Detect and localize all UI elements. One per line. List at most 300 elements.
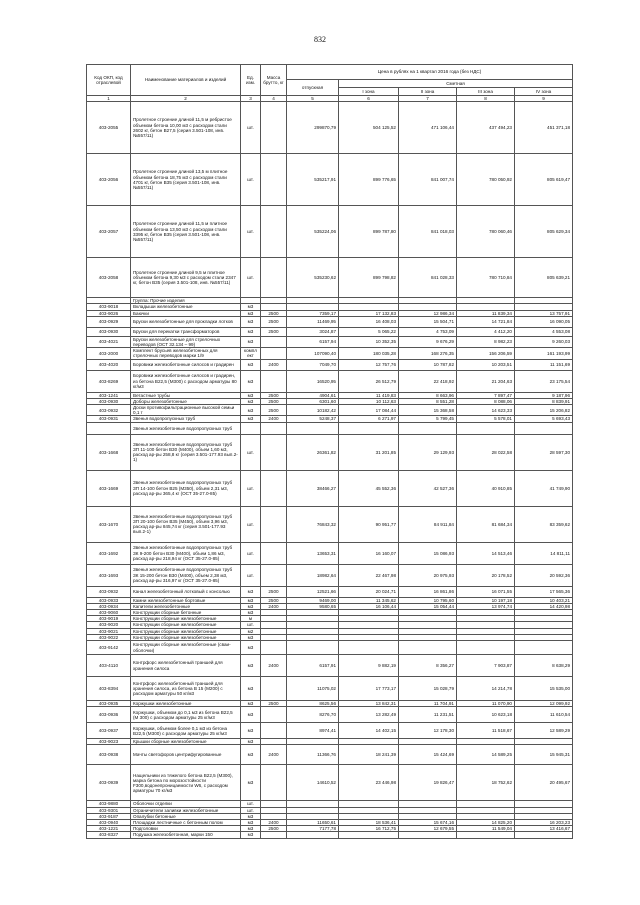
cell-unit: м2 <box>241 628 261 634</box>
cell-code: 403-1670 <box>87 506 131 542</box>
cell-unit: м <box>241 616 261 622</box>
cell-unit: м3 <box>241 820 261 826</box>
cell-release <box>287 832 339 838</box>
cell-name: Ограничители заливки железобетонные <box>131 807 241 813</box>
cell-code: 403-0936 <box>87 707 131 723</box>
cell-zone-2: 10 795,60 <box>399 597 457 603</box>
cell-code: 403-2056 <box>87 154 131 206</box>
cell-code: 403-9142 <box>87 641 131 655</box>
cell-unit: шт. <box>241 154 261 206</box>
cell-zone-4: 161 193,99 <box>515 348 573 359</box>
cell-mass: 2400 <box>261 745 287 765</box>
cell-zone-1: 10 112,63 <box>339 398 399 404</box>
cell-zone-1: 899 776,65 <box>339 154 399 206</box>
cell-mass: 2400 <box>261 603 287 609</box>
cell-zone-3: 18 752,62 <box>457 765 515 801</box>
cell-zone-1: 90 951,77 <box>339 506 399 542</box>
cell-zone-2: 9 676,29 <box>399 336 457 347</box>
table-row <box>87 832 573 838</box>
cell-name: Коржушки, объемом более 0,1 м3 из бетона В22,5 (М300) с расходом арматуры 25 кг/м3 <box>131 723 241 739</box>
cell-zone-4: 15 945,31 <box>515 745 573 765</box>
cell-zone-2: 20 975,93 <box>399 564 457 586</box>
page-number: 832 <box>314 35 326 44</box>
cell-zone-4: 23 175,54 <box>515 370 573 392</box>
cell-zone-2: 16 861,86 <box>399 586 457 597</box>
cell-unit: м3 <box>241 336 261 347</box>
cell-name: Опалубки бетонные <box>131 813 241 819</box>
cell-code: 403-0934 <box>87 603 131 609</box>
cell-name: Звенья водопропускных труб <box>131 416 241 422</box>
cell-release: 10182,42 <box>287 405 339 416</box>
cell-zone-4: 28 597,30 <box>515 434 573 470</box>
cell-zone-4: 14 420,98 <box>515 603 573 609</box>
cell-code: 403-4020 <box>87 359 131 370</box>
cell-release: 11650,61 <box>287 820 339 826</box>
cell-zone-3: 780 710,84 <box>457 258 515 298</box>
table-row <box>87 542 573 564</box>
cell-name: Коржушки железобетонные <box>131 701 241 707</box>
cell-code: 403-0940 <box>87 820 131 826</box>
cell-code: 403-8327 <box>87 832 131 838</box>
cell-zone-4 <box>515 422 573 434</box>
table-row <box>87 745 573 765</box>
cell-unit: м3 <box>241 634 261 640</box>
cell-unit: м3 <box>241 813 261 819</box>
cell-name: Комплект брусьев железобетонных для стрелочных переводов марки 1/9 <box>131 348 241 359</box>
cell-code: 403-0933 <box>87 597 131 603</box>
cell-code: 403-0931 <box>87 416 131 422</box>
cell-zone-3: 8 982,23 <box>457 336 515 347</box>
cell-mass: 2500 <box>261 597 287 603</box>
cell-zone-2: 11 231,51 <box>399 707 457 723</box>
cell-release: 76843,32 <box>287 506 339 542</box>
cell-unit: шт. <box>241 564 261 586</box>
cell-unit: м3 <box>241 723 261 739</box>
cell-zone-4: 12 589,29 <box>515 723 573 739</box>
cell-zone-3: 14 589,25 <box>457 745 515 765</box>
cell-zone-1: 10 352,35 <box>339 336 399 347</box>
cell-zone-3: 14 214,78 <box>457 677 515 701</box>
cell-name: Звенья железобетонные водопропускных труб ЗК 15-200 бетон В30 (М400), объем 2,38 м3, расход ар-ры 316,97 кг (ОСТ 35-27.0-85) <box>131 564 241 586</box>
cell-zone-1: 11 419,83 <box>339 392 399 398</box>
cell-zone-4 <box>515 832 573 838</box>
cell-mass <box>261 258 287 298</box>
cell-release: 8625,56 <box>287 701 339 707</box>
table-row <box>87 603 573 609</box>
cell-zone-2: 15 424,69 <box>399 745 457 765</box>
cell-zone-2: 841 007,74 <box>399 154 457 206</box>
cell-zone-2: 5 799,45 <box>399 416 457 422</box>
table-row <box>87 392 573 398</box>
cell-zone-3: 14 721,84 <box>457 316 515 327</box>
cell-release: 11366,76 <box>287 745 339 765</box>
cell-zone-4: 8 839,91 <box>515 398 573 404</box>
cell-release: 11469,95 <box>287 316 339 327</box>
cell-unit: м3 <box>241 359 261 370</box>
cell-release: 11075,02 <box>287 677 339 701</box>
cell-zone-3: 40 910,85 <box>457 470 515 506</box>
cell-code: 403-0930 <box>87 327 131 336</box>
cell-release: 9469,00 <box>287 597 339 603</box>
cell-unit: м3 <box>241 316 261 327</box>
cell-zone-2: 841 028,33 <box>399 258 457 298</box>
table-row <box>87 506 573 542</box>
cell-mass: 2400 <box>261 820 287 826</box>
cell-zone-1: 899 787,80 <box>339 206 399 258</box>
header-estimate: Сметная <box>339 80 573 88</box>
cell-release <box>287 641 339 655</box>
cell-unit: м3 <box>241 327 261 336</box>
cell-zone-4: 41 749,90 <box>515 470 573 506</box>
cell-zone-4: 11 151,69 <box>515 359 573 370</box>
cell-unit: м3 <box>241 416 261 422</box>
table-row <box>87 398 573 404</box>
table-row <box>87 701 573 707</box>
cell-name: Звенья железобетонные водопропускных труб ЗП 11-100 бетон В30 (М400), объем 1,60 м3, расход ар-ры 258,8 кг (серия 3.501-177.93 вып.2-1) <box>131 434 241 470</box>
cell-name: Звенья железобетонные водопропускных труб ЗП 14-100 бетон В25 (М350), объем 2,31 м3, расход ар-ры 365,4 кг (ОСТ 35-27.0-85) <box>131 470 241 506</box>
cell-code: 403-9880 <box>87 801 131 807</box>
cell-code: 403-0930 <box>87 398 131 404</box>
cell-zone-4: 451 371,18 <box>515 102 573 154</box>
cell-unit: шт. <box>241 801 261 807</box>
cell-name: Пролетное строение длиной 11,5 м ребристое объемом бетона 10,00 м3 с расходом стали 2602 кг, бетон В27,5 (серия 3.501-108, инв. №557/11) <box>131 102 241 154</box>
cell-zone-3: 11 070,90 <box>457 701 515 707</box>
cell-zone-4: 14 811,11 <box>515 542 573 564</box>
cell-zone-1: 6 271,97 <box>339 416 399 422</box>
cell-name: Контрфорс железобетонный траншей для хранения силоса, из бетона В 15 (М200) с расходом арматуры 50 кг/м3 <box>131 677 241 701</box>
cell-name: Подголовки <box>131 826 241 832</box>
cell-unit: м3 <box>241 826 261 832</box>
cell-code: 403-0932 <box>87 405 131 416</box>
cell-zone-1: 31 201,85 <box>339 434 399 470</box>
table-row <box>87 316 573 327</box>
table-row <box>87 641 573 655</box>
cell-mass <box>261 336 287 347</box>
cell-name: Конструкции сборные железобетонные <box>131 616 241 622</box>
cell-code: 403-9019 <box>87 616 131 622</box>
cell-zone-4: 805 619,47 <box>515 154 573 206</box>
cell-code: 403-1692 <box>87 542 131 564</box>
cell-release: 6157,94 <box>287 336 339 347</box>
cell-mass: 2400 <box>261 416 287 422</box>
cell-release: 4904,61 <box>287 392 339 398</box>
cell-release: 6157,91 <box>287 655 339 677</box>
cell-zone-4: 11 610,54 <box>515 707 573 723</box>
cell-zone-2: 15 504,71 <box>399 316 457 327</box>
cell-unit: м3 <box>241 707 261 723</box>
cell-code: 403-0929 <box>87 316 131 327</box>
cell-release: 6301,60 <box>287 398 339 404</box>
cell-mass: 2500 <box>261 701 287 707</box>
cell-zone-2: 168 276,35 <box>399 348 457 359</box>
cell-unit: м3 <box>241 610 261 616</box>
cell-name: Пролетное строение длиной 9,5 м плитное объемом бетона 9,30 м3 с расходом стали 2347 кг, бетон В35 (серия 3.501-108, инв. №557/11) <box>131 258 241 298</box>
cell-release: 535217,91 <box>287 154 339 206</box>
cell-zone-1: 17 132,83 <box>339 310 399 316</box>
table-row <box>87 655 573 677</box>
cell-zone-1 <box>339 832 399 838</box>
cell-unit: м3 <box>241 586 261 597</box>
cell-mass <box>261 422 287 434</box>
cell-mass <box>261 707 287 723</box>
cell-zone-1: 504 125,52 <box>339 102 399 154</box>
cell-zone-1: 18 536,41 <box>339 820 399 826</box>
table-row <box>87 359 573 370</box>
cell-name: Площадки лестничные с бетонным полом <box>131 820 241 826</box>
cell-name: Бруски для перекатки трансформаторов <box>131 327 241 336</box>
cell-unit: м3 <box>241 832 261 838</box>
cell-name: Камни железобетонные бортовые <box>131 597 241 603</box>
cell-code: 403-9187 <box>87 813 131 819</box>
cell-code <box>87 422 131 434</box>
cell-mass: 2500 <box>261 826 287 832</box>
cell-unit: шт. <box>241 102 261 154</box>
cell-code: 403-0932 <box>87 586 131 597</box>
cell-zone-1: 17 084,44 <box>339 405 399 416</box>
cell-mass <box>261 564 287 586</box>
cell-zone-2: 12 178,30 <box>399 723 457 739</box>
cell-zone-3: 11 518,67 <box>457 723 515 739</box>
cell-mass <box>261 206 287 258</box>
cell-zone-2: 15 028,79 <box>399 677 457 701</box>
cell-release: 8276,70 <box>287 707 339 723</box>
cell-zone-3: 28 022,58 <box>457 434 515 470</box>
cell-zone-2: 22 418,92 <box>399 370 457 392</box>
table-body <box>87 102 573 838</box>
col-number: 6 <box>339 96 399 102</box>
cell-zone-3: 780 050,92 <box>457 154 515 206</box>
table-row <box>87 677 573 701</box>
cell-zone-4: 17 565,36 <box>515 586 573 597</box>
cell-mass: 2500 <box>261 316 287 327</box>
cell-release: 12521,66 <box>287 586 339 597</box>
price-table <box>86 64 573 839</box>
cell-name: Конструкции сборные бетонные <box>131 610 241 616</box>
cell-zone-3: 81 684,34 <box>457 506 515 542</box>
cell-code: 403-0939 <box>87 765 131 801</box>
cell-unit: шт. <box>241 807 261 813</box>
cell-release: 38466,27 <box>287 470 339 506</box>
table-row <box>87 102 573 154</box>
cell-release: 535230,62 <box>287 258 339 298</box>
cell-name: Звенья железобетонные водопропускных труб ЗП 20-100 бетон В35 (М450), объем 3,96 м3, расход ар-ры 845,74 кг (серия 3.501-177.93 вып.2-1) <box>131 506 241 542</box>
cell-zone-1: 13 842,31 <box>339 701 399 707</box>
cell-mass <box>261 102 287 154</box>
cell-mass: 2500 <box>261 586 287 597</box>
cell-code: 403-8269 <box>87 370 131 392</box>
cell-mass: 2500 <box>261 405 287 416</box>
cell-name: Оболочки отделки <box>131 801 241 807</box>
cell-name: Конструкции сборные железобетонные <box>131 628 241 634</box>
cell-zone-4: 5 693,43 <box>515 416 573 422</box>
table-row <box>87 258 573 298</box>
cell-zone-2: 11 704,91 <box>399 701 457 707</box>
cell-release: 3024,87 <box>287 327 339 336</box>
cell-zone-2: 841 018,03 <box>399 206 457 258</box>
cell-zone-3: 780 060,46 <box>457 206 515 258</box>
cell-zone-3: 156 206,59 <box>457 348 515 359</box>
cell-code: 403-9301 <box>87 807 131 813</box>
cell-unit: м3 <box>241 398 261 404</box>
cell-zone-3: 5 578,01 <box>457 416 515 422</box>
cell-zone-2: 8 551,28 <box>399 398 457 404</box>
cell-zone-2: 15 368,58 <box>399 405 457 416</box>
table-row <box>87 707 573 723</box>
cell-zone-4 <box>515 641 573 655</box>
table-row <box>87 564 573 586</box>
cell-zone-3 <box>457 832 515 838</box>
cell-unit: м3 <box>241 603 261 609</box>
cell-zone-1: 14 402,15 <box>339 723 399 739</box>
table-row <box>87 597 573 603</box>
cell-code: 403-1693 <box>87 564 131 586</box>
cell-zone-3: 16 071,55 <box>457 586 515 597</box>
cell-release: 7049,70 <box>287 359 339 370</box>
cell-zone-4: 15 535,00 <box>515 677 573 701</box>
cell-code: 403-2000 <box>87 348 131 359</box>
cell-zone-2: 29 129,93 <box>399 434 457 470</box>
cell-name: Бруски железобетонные для стрелочных переводов (ОСТ 32.134 – 99) <box>131 336 241 347</box>
cell-zone-3: 8 088,06 <box>457 398 515 404</box>
cell-zone-4: 16 090,05 <box>515 316 573 327</box>
header-mass: Масса брутто, кг <box>261 65 287 96</box>
cell-mass: 2400 <box>261 655 287 677</box>
cell-code: 403-9020 <box>87 622 131 628</box>
cell-mass <box>261 723 287 739</box>
col-number: 7 <box>399 96 457 102</box>
cell-zone-3: 13 974,74 <box>457 603 515 609</box>
col-number: 4 <box>261 96 287 102</box>
header-zone-2: II зона <box>399 88 457 96</box>
table-row <box>87 336 573 347</box>
cell-zone-1: 13 282,49 <box>339 707 399 723</box>
cell-zone-1: 16 106,44 <box>339 603 399 609</box>
cell-zone-4: 10 403,21 <box>515 597 573 603</box>
cell-code: 403-9018 <box>87 304 131 310</box>
cell-mass: 2500 <box>261 327 287 336</box>
cell-code: 403-2055 <box>87 102 131 154</box>
cell-release: 9580,65 <box>287 603 339 609</box>
cell-zone-2: 4 753,09 <box>399 327 457 336</box>
cell-zone-1: 20 024,71 <box>339 586 399 597</box>
cell-zone-3: 14 623,33 <box>457 405 515 416</box>
cell-unit: м3 <box>241 405 261 416</box>
cell-release: 16520,95 <box>287 370 339 392</box>
table-row <box>87 434 573 470</box>
cell-unit: м3 <box>241 745 261 765</box>
header-price-title: Цена в рублях на 1 квартал 2016 года (без НДС) <box>287 65 573 80</box>
cell-code: 403-9021 <box>87 628 131 634</box>
cell-unit: м3 <box>241 310 261 316</box>
cell-name: Нащельники из тяжелого бетона В22,5 (М300), марка бетона по морозостойкости F300,водонепроницаемости W6, с расходом арматуры 70 кг/м3 <box>131 765 241 801</box>
cell-code: 403-2057 <box>87 206 131 258</box>
cell-mass: 2500 <box>261 392 287 398</box>
cell-zone-2: 15 086,93 <box>399 542 457 564</box>
cell-release: 26361,82 <box>287 434 339 470</box>
cell-unit: м3 <box>241 304 261 310</box>
cell-mass <box>261 542 287 564</box>
cell-name: Коржушки, объемом до 0,1 м3 из бетона В22,5 (М 300) с расходом арматуры 25 кг/м3 <box>131 707 241 723</box>
cell-name: Звенья железобетонные водопропускных труб ЗК 9-200 бетон В30 (М400), объем 1,86 м3, расход ар-ры 218,94 кг (ОСТ 35-27.0-85) <box>131 542 241 564</box>
cell-name: Доборы железобетонные <box>131 398 241 404</box>
cell-code: 403-4021 <box>87 336 131 347</box>
cell-zone-3: 7 897,47 <box>457 392 515 398</box>
cell-name: Крышки сборные железобетонные <box>131 739 241 745</box>
table-row <box>87 820 573 826</box>
cell-code: 403-9023 <box>87 739 131 745</box>
cell-name: Группа: Прочие изделия <box>131 298 241 304</box>
cell-zone-3: 11 549,04 <box>457 826 515 832</box>
header-zone-4: IV зона <box>515 88 573 96</box>
cell-zone-3: 14 513,46 <box>457 542 515 564</box>
cell-release: 18982,64 <box>287 564 339 586</box>
col-number: 2 <box>131 96 241 102</box>
cell-zone-2: 15 054,44 <box>399 603 457 609</box>
cell-zone-4: 8 638,29 <box>515 655 573 677</box>
header-unit: Ед. изм. <box>241 65 261 96</box>
table-row <box>87 422 573 434</box>
cell-name: Вкладыши железобетонные <box>131 304 241 310</box>
cell-zone-2: 84 911,84 <box>399 506 457 542</box>
cell-name: Мачты светофоров центрифугированные <box>131 745 241 765</box>
cell-name: Боровики железобетонные силосов и градирен, из бетона В22,5 (М300) с расходом арматуры 80 кг/м3 <box>131 370 241 392</box>
table-row <box>87 405 573 416</box>
table-row <box>87 586 573 597</box>
cell-name: Контрфорс железобетонный траншей для хранения силоса <box>131 655 241 677</box>
cell-code: 403-4110 <box>87 655 131 677</box>
cell-zone-1: 22 467,98 <box>339 564 399 586</box>
cell-zone-4: 4 553,08 <box>515 327 573 336</box>
table-row <box>87 206 573 258</box>
col-number: 8 <box>457 96 515 102</box>
table-row <box>87 154 573 206</box>
cell-zone-2: 12 986,34 <box>399 310 457 316</box>
cell-name: Конструкции сборные железобетонные (сваи-оболочки) <box>131 641 241 655</box>
table-row <box>87 765 573 801</box>
cell-mass <box>261 677 287 701</box>
cell-mass <box>261 506 287 542</box>
cell-zone-1: 17 773,17 <box>339 677 399 701</box>
header-name: Наименование материалов и изделий <box>131 65 241 96</box>
cell-code: 403-1241 <box>87 392 131 398</box>
cell-code: 403-9026 <box>87 310 131 316</box>
cell-unit: шт. <box>241 542 261 564</box>
table-row <box>87 327 573 336</box>
cell-name: Звенья железобетонные водопропускных труб <box>131 422 241 434</box>
cell-zone-2: 15 674,16 <box>399 820 457 826</box>
cell-zone-4: 9 260,03 <box>515 336 573 347</box>
header-code: Код ОКП, код отраслевой <box>87 65 131 96</box>
cell-zone-4: 16 203,23 <box>515 820 573 826</box>
cell-unit: шт. <box>241 434 261 470</box>
cell-release <box>287 422 339 434</box>
cell-code: 403-1668 <box>87 434 131 470</box>
cell-zone-2 <box>399 832 457 838</box>
header-zone-3: III зона <box>457 88 515 96</box>
col-number: 1 <box>87 96 131 102</box>
cell-zone-4: 12 099,92 <box>515 701 573 707</box>
cell-zone-3: 20 178,52 <box>457 564 515 586</box>
cell-mass: 2500 <box>261 310 287 316</box>
cell-name: Доски противофильтрационные высокой семьи 0,1 т <box>131 405 241 416</box>
cell-release: 299870,79 <box>287 102 339 154</box>
cell-release: 535224,06 <box>287 206 339 258</box>
cell-code: 403-1669 <box>87 470 131 506</box>
cell-zone-3: 10 203,51 <box>457 359 515 370</box>
cell-zone-1: 16 160,07 <box>339 542 399 564</box>
cell-unit: шт. <box>241 258 261 298</box>
cell-zone-3: 7 903,87 <box>457 655 515 677</box>
